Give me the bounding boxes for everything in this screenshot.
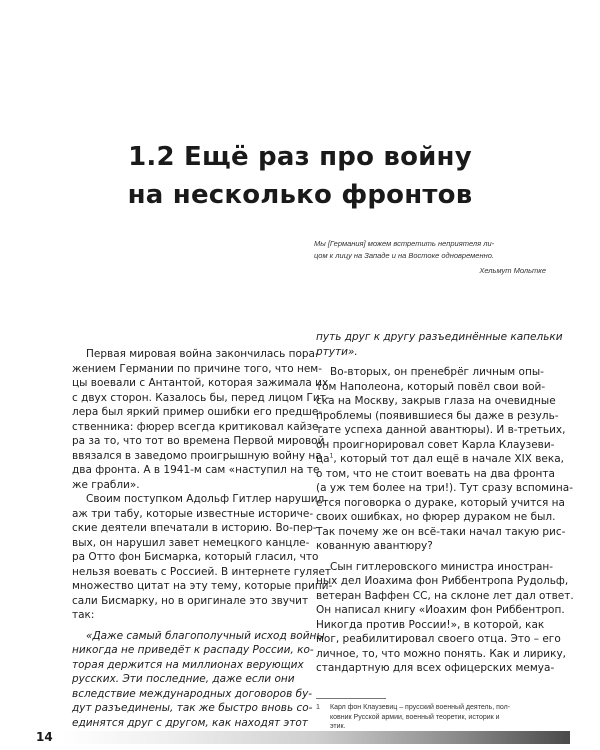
text-line: ввязался в заведомо проигрышную войну на <box>72 449 322 462</box>
footnote-divider <box>316 698 386 699</box>
paragraph-2 <box>72 492 333 623</box>
bismarck-quote <box>72 629 325 731</box>
text-line: Сын гитлеровского министра иностран- <box>330 560 554 573</box>
paragraph-4 <box>316 560 574 676</box>
page-footer-gradient-bar <box>62 731 570 744</box>
text-fragment: , который тот дал ещё в начале XIX века, <box>333 453 564 465</box>
text-line: ские деятели впечатали в историю. Во-пер- <box>72 522 317 534</box>
text-line: Своим поступком Адольф Гитлер нарушил <box>86 493 325 505</box>
text-line: проблемы (появившиеся бы даже в резуль- <box>316 409 559 422</box>
quote-line: торая держится на миллионах верующих <box>72 658 304 671</box>
footnote-marker[interactable]: 1 <box>329 452 334 460</box>
text-line: ственника: фюрер всегда критиковал кайзе- <box>72 420 323 433</box>
paragraph-3 <box>316 365 573 554</box>
epigraph-line: Мы [Германия] можем встретить неприятеля ли- <box>314 239 495 248</box>
quote-line: вследствие международных договоров бу- <box>72 687 313 700</box>
footnote-text: Карл фон Клаузевиц – прусский военный деятель, пол- <box>330 704 511 711</box>
epigraph <box>314 238 546 277</box>
footnote <box>316 703 548 732</box>
text-line: ра за то, что тот во времена Первой мировой <box>72 435 325 447</box>
text-line: он проигнорировал совет Карла Клаузеви- <box>316 438 555 451</box>
text-line: о том, что не стоит воевать на два фронта <box>316 467 555 480</box>
text-line: личное, то, что можно понять. Как и лирику, <box>316 647 566 660</box>
epigraph-line: цом к лицу на Западе и на Востоке одновременно. <box>314 250 494 260</box>
text-line: Первая мировая война закончилась пора- <box>86 348 319 360</box>
quote-line: «Даже самый благополучный исход войны <box>86 629 325 642</box>
text-line: лера был яркий пример ошибки его предше- <box>72 406 323 418</box>
text-line: жением Германии по причине того, что нем- <box>72 362 323 375</box>
text-line: два фронта. А в 1941-м сам «наступил на те <box>72 464 320 476</box>
text-line: с двух сторон. Казалось бы, перед лицом Гит- <box>72 391 330 404</box>
text-line: мог, реабилитировал своего отца. Это – его <box>316 633 561 645</box>
text-line: (а уж тем более на три!). Тут сразу вспомина- <box>316 482 573 494</box>
text-line: множество цитат на эту тему, которые припи- <box>72 580 333 592</box>
footnote-number: 1 <box>316 704 320 711</box>
text-line: том Наполеона, который повёл свои вой- <box>316 380 546 393</box>
footnote-line <box>316 703 548 713</box>
chapter-title-line-2: на несколько фронтов <box>127 180 473 210</box>
footnote-line: ковник Русской армии, военный теоретик, историк и <box>330 713 500 721</box>
text-fragment: ца <box>316 453 330 465</box>
right-column <box>316 330 574 676</box>
text-line: ветеран Ваффен СС, на склоне лет дал ответ. <box>316 589 574 602</box>
quote-line: путь друг к другу разъединённые капельки <box>316 331 563 343</box>
quote-line: русских. Эти последние, даже если они <box>72 673 295 685</box>
text-line: Во-вторых, он пренебрёг личным опы- <box>330 366 544 378</box>
quote-line: единятся друг с другом, как находят этот <box>72 716 308 729</box>
text-line: кованную авантюру? <box>316 540 433 552</box>
text-line: сали Бисмарку, но в оригинале это звучит <box>72 594 309 607</box>
text-line: же грабли». <box>72 478 140 491</box>
text-line: тате успеха данной авантюры). И в-третьих, <box>316 424 566 436</box>
text-line: нельзя воевать с Россией. В интернете гуляет <box>72 565 332 578</box>
text-line: ска на Москву, закрыв глаза на очевидные <box>316 395 556 407</box>
text-line: Так почему же он всё-таки начал такую рис- <box>316 525 566 538</box>
text-line: цы воевали с Антантой, которая зажимала их <box>72 377 329 389</box>
quote-line: дут разъединены, так же быстро вновь со- <box>72 702 313 714</box>
quote-line: никогда не приведёт к распаду России, ко- <box>72 644 314 656</box>
footnote-line: этик. <box>330 723 346 730</box>
text-line: так: <box>72 609 95 621</box>
text-line <box>316 452 564 467</box>
chapter-title <box>0 138 600 214</box>
text-line: ется поговорка о дураке, который учится на <box>316 496 565 509</box>
chapter-title-line-1: 1.2 Ещё раз про войну <box>128 142 472 172</box>
text-line: Никогда против России!», в которой, как <box>316 618 545 631</box>
text-line: своих ошибках, но фюрер дураком не был. <box>316 511 556 523</box>
text-line: ра Отто фон Бисмарка, который гласил, что <box>72 551 319 563</box>
text-line: стандартную для всех офицерских мемуа- <box>316 662 555 674</box>
text-line: аж три табу, которые известные историче- <box>72 507 314 520</box>
text-line: Он написал книгу «Иоахим фон Риббентроп. <box>316 604 565 616</box>
text-line: ных дел Иоахима фон Риббентропа Рудольф, <box>316 575 569 587</box>
page-number: 14 <box>36 730 53 744</box>
quote-line: ртути». <box>316 345 358 358</box>
epigraph-author: Хельмут Мольтке <box>479 266 546 275</box>
text-line: вых, он нарушил завет немецкого канцле- <box>72 536 310 549</box>
quote-continuation <box>316 330 563 359</box>
